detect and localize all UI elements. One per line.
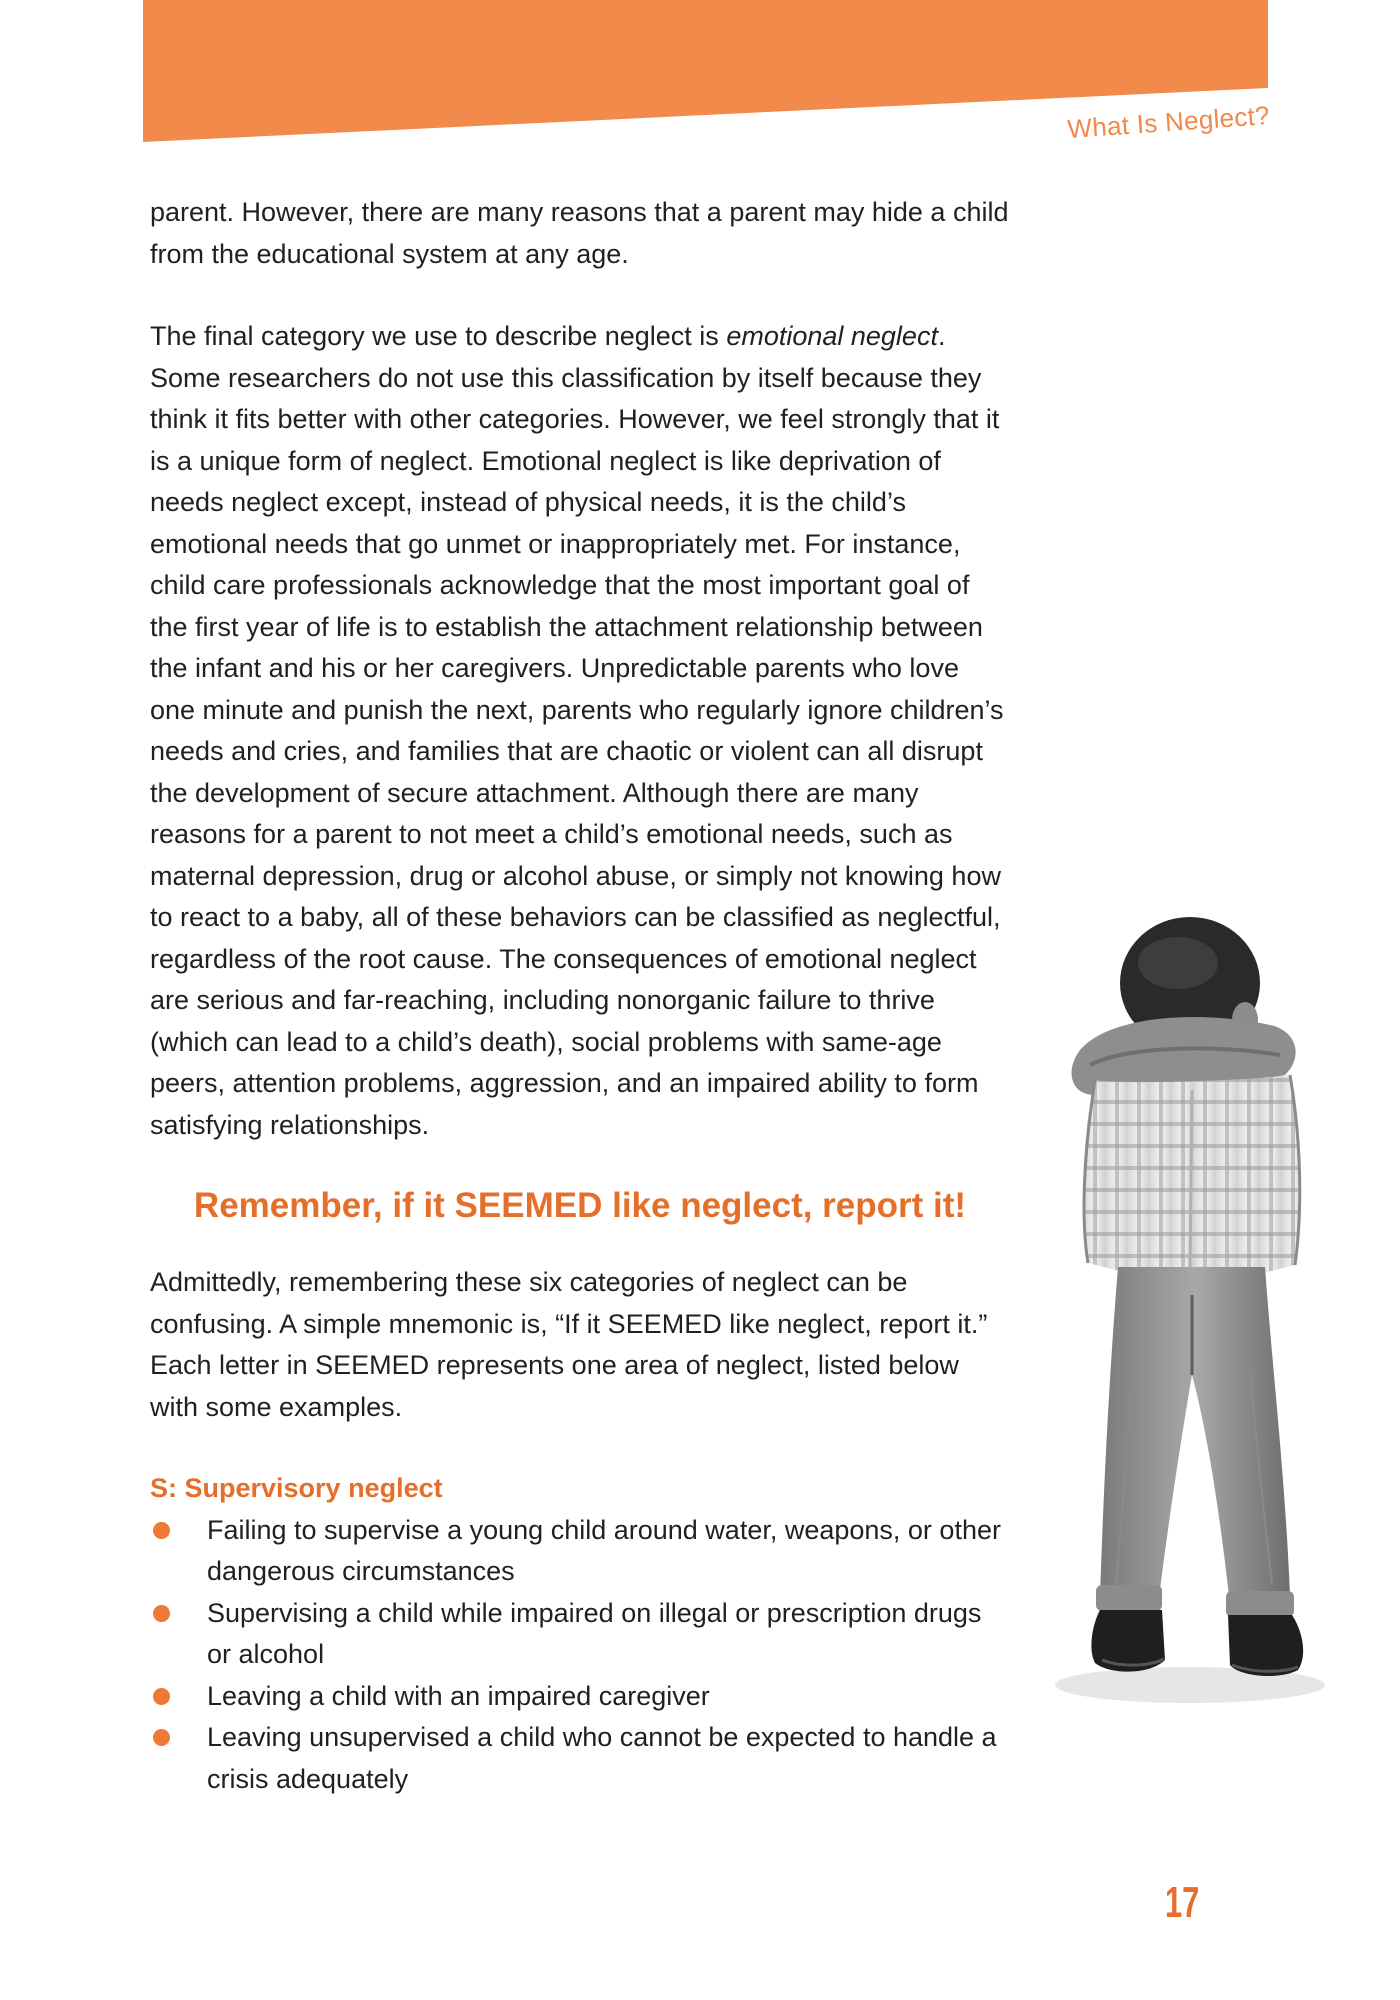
list-item-text: Leaving a child with an impaired caregiver — [207, 1680, 710, 1711]
paragraph-emotional-neglect — [150, 316, 1010, 1146]
emotional-intro-prefix: The final category we use to describe neglect is — [150, 321, 727, 351]
list-item — [150, 1510, 1010, 1593]
seemed-callout: Remember, if it SEEMED like neglect, report it! — [193, 1186, 967, 1225]
paragraph-mnemonic: Admittedly, remembering these six categories of neglect can be confusing. A simple mnemonic is, “If it SEEMED like neglect, report it.” Each letter in SEEMED represents one area of neglect, listed below with some examples. — [150, 1267, 988, 1422]
list-item-text: Failing to supervise a young child around water, weapons, or other dangerous circumstances — [207, 1514, 1001, 1586]
main-content — [150, 192, 1010, 1800]
bullet-dot-icon — [153, 1729, 170, 1746]
page-number: 17 — [1165, 1878, 1200, 1927]
paragraph-continuation: parent. However, there are many reasons that a parent may hide a child from the educational system at any age. — [150, 197, 1009, 269]
running-title: What Is Neglect? — [1066, 100, 1272, 145]
emotional-intro-suffix: . — [937, 321, 946, 351]
emotional-neglect-term: emotional neglect — [726, 321, 938, 351]
child-photo-illustration — [1040, 915, 1340, 1715]
supervisory-bullet-list — [150, 1510, 1010, 1801]
bullet-dot-icon — [153, 1522, 170, 1539]
bullet-dot-icon — [153, 1688, 170, 1705]
list-item — [150, 1676, 1010, 1718]
list-item — [150, 1593, 1010, 1676]
child-photo — [1040, 915, 1340, 1715]
section-heading-supervisory: S: Supervisory neglect — [150, 1473, 443, 1503]
list-item — [150, 1717, 1010, 1800]
bullet-dot-icon — [153, 1605, 170, 1622]
list-item-text: Supervising a child while impaired on illegal or prescription drugs or alcohol — [207, 1597, 982, 1669]
emotional-neglect-body: Some researchers do not use this classification by itself because they think it fits better with other categories. However, we feel strongly that it is a unique form of neglect. Emotional neglect is like deprivation of needs neglect except, instead of physical needs, it is the child’s emotional needs that go unmet or inappropriately met. For instance, child care professionals acknowledge that the most important goal of the first year of life is to establish the attachment relationship between the infant and his or her caregivers. Unpredictable parents who love one minute and punish the next, parents who regularly ignore children’s needs and cries, and families that are chaotic or violent can all disrupt the development of secure attachment. Although there are many reasons for a parent to not meet a child’s emotional needs, such as maternal depression, drug or alcohol abuse, or simply not knowing how to react to a baby, all of these behaviors can be classified as neglectful, regardless of the root cause. The consequences of emotional neglect are serious and far-reaching, including nonorganic failure to thrive (which can lead to a child’s death), social problems with same-age peers, attention problems, aggression, and an impaired ability to form satisfying relationships. — [150, 362, 1004, 1140]
list-item-text: Leaving unsupervised a child who cannot be expected to handle a crisis adequately — [207, 1722, 997, 1794]
